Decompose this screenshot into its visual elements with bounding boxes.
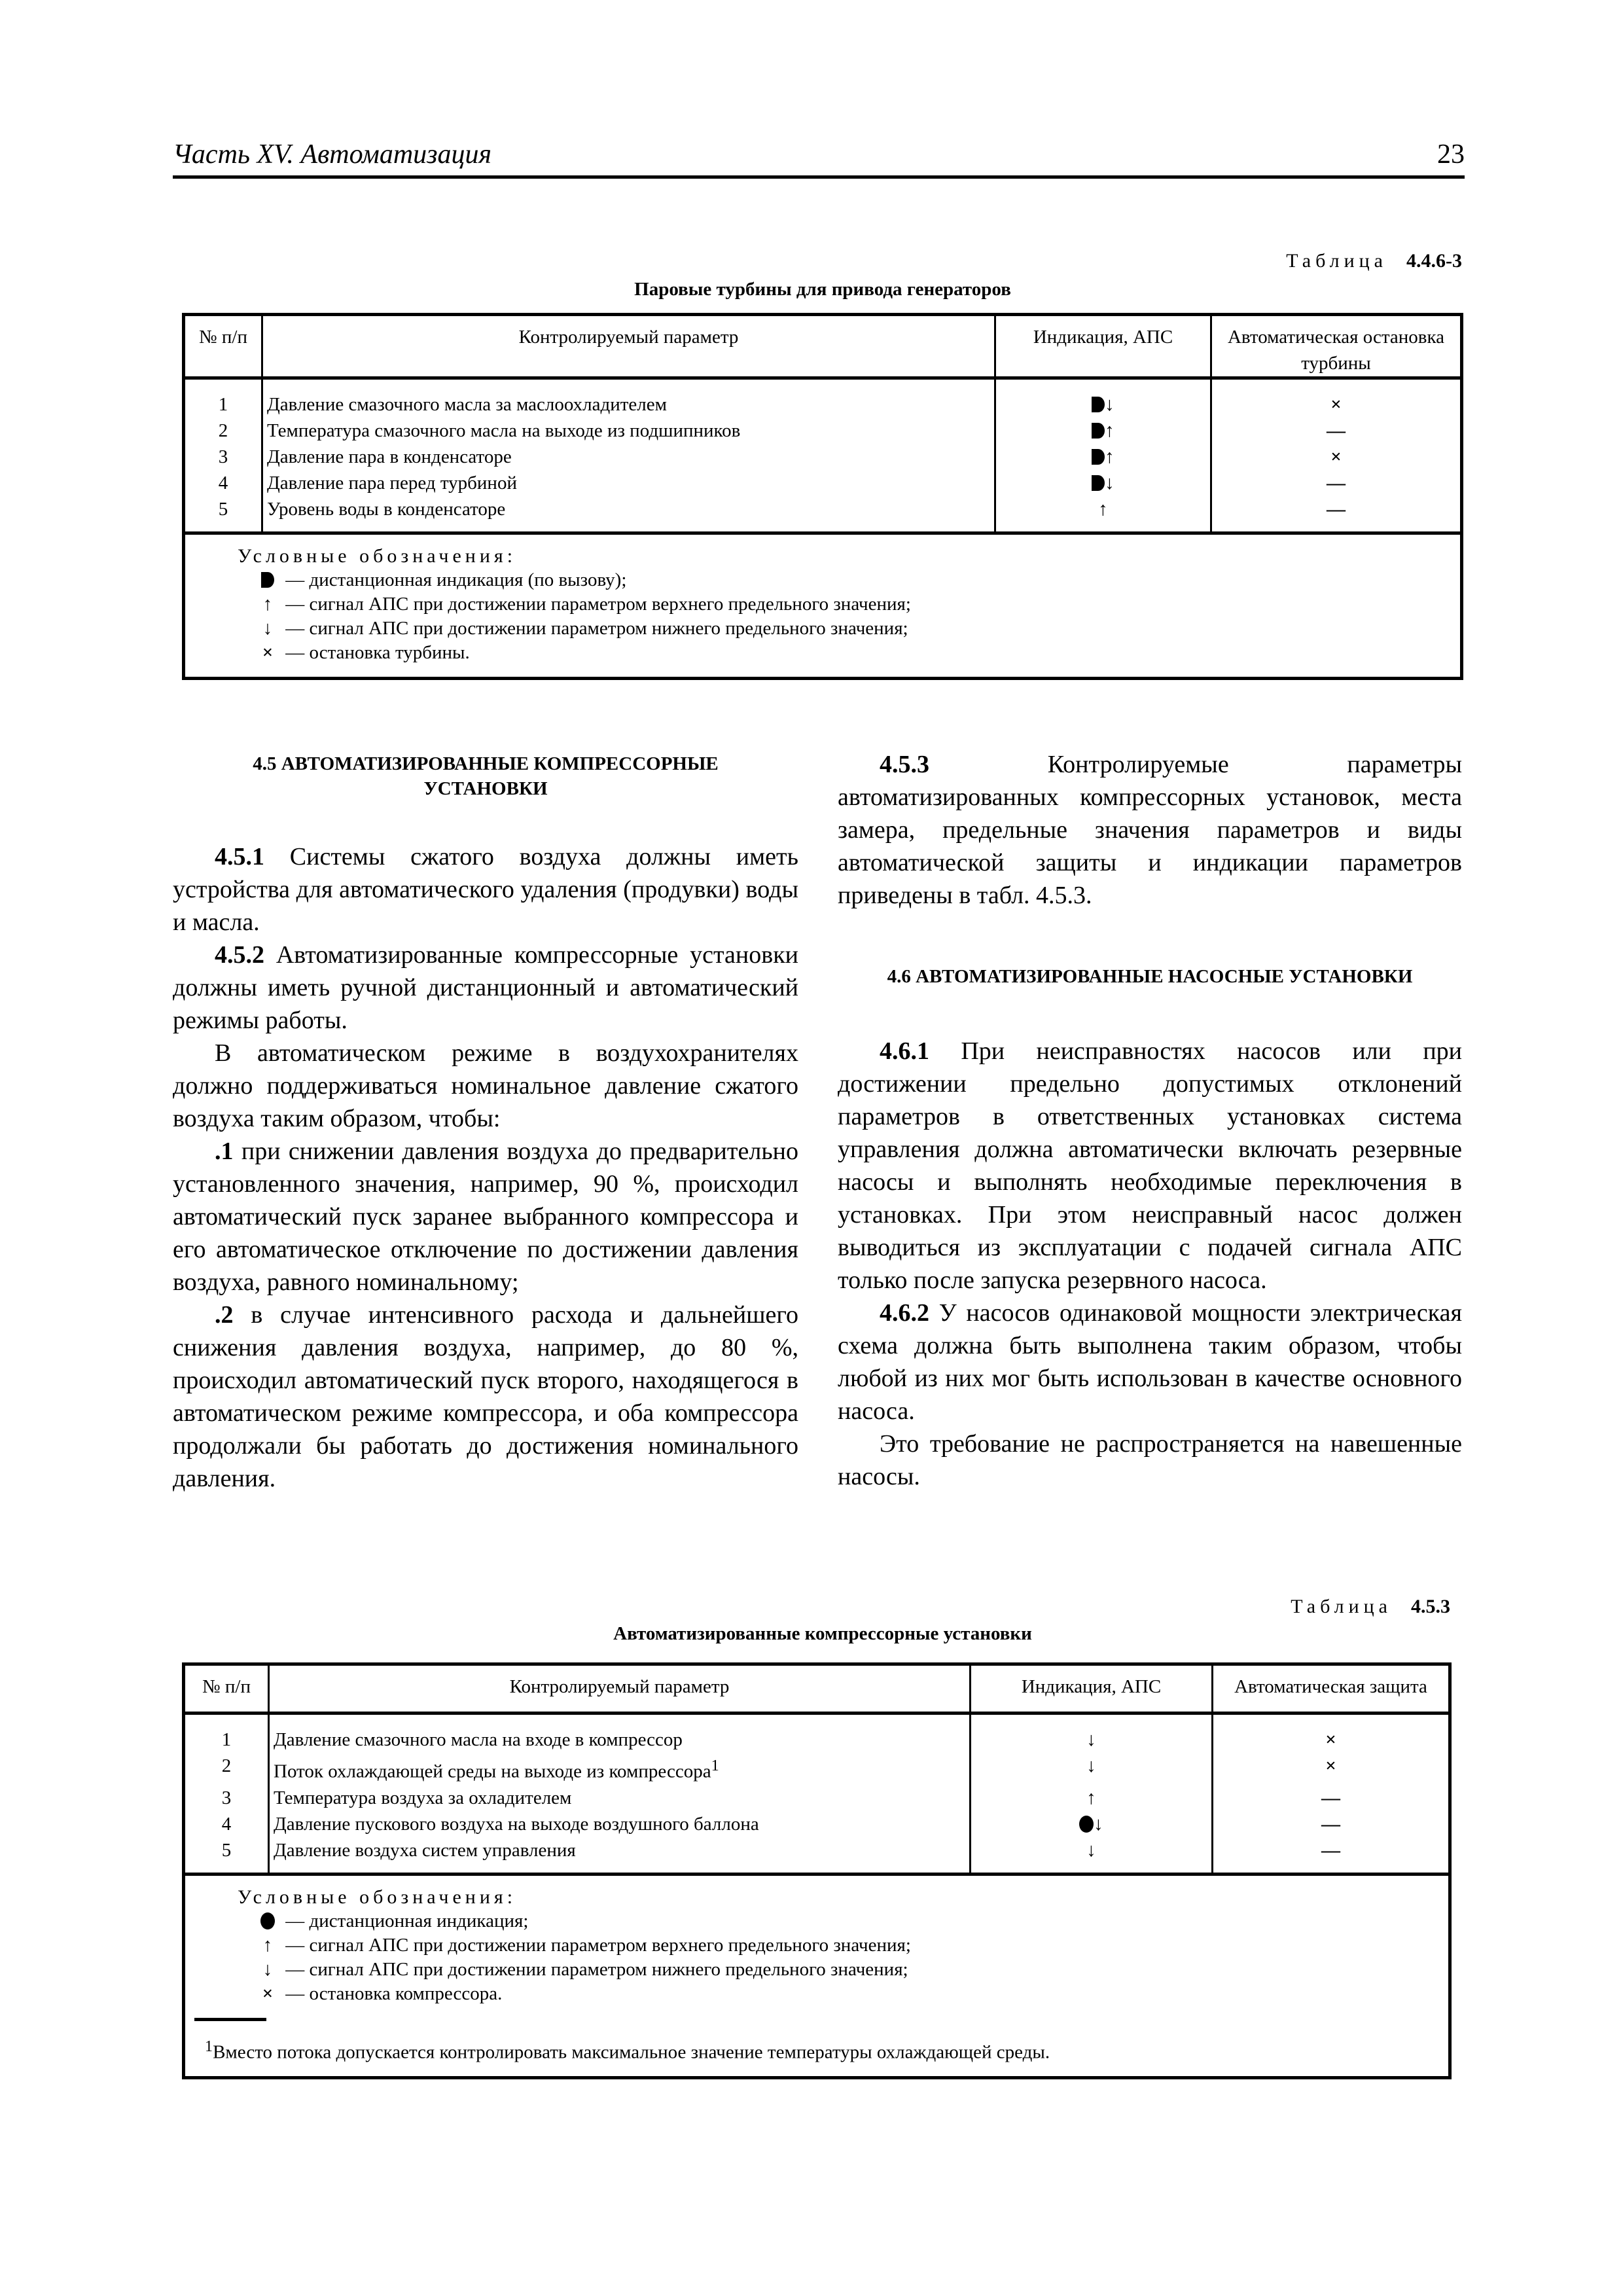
left-column xyxy=(173,751,798,1495)
row-parameter xyxy=(269,1811,971,1837)
paragraph-text: Контролируемые параметры автоматизированных компрессорных установок, места замера, предельные значения параметров и виды автоматической защиты и индикации параметров приведены в табл. 4.5.3. xyxy=(838,751,1462,909)
arrow-up-icon: ↑ xyxy=(1098,499,1108,520)
right-column xyxy=(838,748,1462,1493)
table-row xyxy=(184,496,1462,533)
table-row xyxy=(184,378,1462,418)
dash-icon: — xyxy=(1211,496,1462,533)
paragraph-number: 4.5.1 xyxy=(215,843,264,870)
arrow-up-icon: ↑ xyxy=(1105,446,1115,467)
arrow-down-icon: ↓ xyxy=(1094,1813,1103,1835)
legend-item xyxy=(238,1982,1396,2006)
remote-indication-icon xyxy=(1092,475,1105,491)
arrow-down-icon: ↓ xyxy=(1086,1839,1096,1861)
legend-row xyxy=(184,533,1462,679)
paragraph-text: при снижении давления воздуха до предварительно установленного значения, например, 90 %, происходил автоматический пуск заранее выбранного компрессора и его автоматическое отключение по достижении давления воздуха, равного номинальному; xyxy=(173,1138,798,1296)
paragraph xyxy=(173,1299,798,1495)
paragraph-number: 4.5.3 xyxy=(880,751,929,778)
table-row xyxy=(184,1837,1450,1874)
col-header-indication: Индикация, АПС xyxy=(995,315,1211,378)
paragraph xyxy=(173,1037,798,1135)
table2-caption xyxy=(1291,1596,1450,1618)
legend-text: — остановка турбины. xyxy=(285,642,470,663)
col-header-parameter: Контролируемый параметр xyxy=(269,1664,971,1713)
stop-cross-icon: × xyxy=(1211,444,1462,470)
parameter-text: Давление смазочного масла на входе в компрессор xyxy=(274,1729,683,1750)
caption-number: 4.5.3 xyxy=(1411,1596,1450,1617)
dash-icon: — xyxy=(1213,1811,1450,1837)
legend-text: — остановка компрессора. xyxy=(285,1982,503,2004)
paragraph-text: При неисправностях насосов или при достижении предельно допустимых отклонений параметров в ответственных установках система управления должна автоматически включать резервные насосы и выполнять необходимые переключения в установках. При этом неисправный насос должен выводиться из эксплуатации с подачей сигнала АПС только после запуска резервного насоса. xyxy=(838,1037,1462,1294)
arrow-up-icon: ↑ xyxy=(1086,1787,1096,1808)
row-number: 3 xyxy=(184,1785,269,1811)
arrow-down-icon: ↓ xyxy=(1105,394,1115,415)
remote-indication-icon xyxy=(1092,397,1105,412)
paragraph-number: 4.5.2 xyxy=(215,941,264,969)
parameter-text: Давление пускового воздуха на выходе воздушного баллона xyxy=(274,1813,759,1835)
stop-cross-icon: × xyxy=(1213,1753,1450,1785)
row-parameter xyxy=(262,470,995,496)
footnote-text: Вместо потока допускается контролировать максимальное значение температуры охлаждающей среды. xyxy=(213,2041,1050,2063)
parameter-text: Температура смазочного масла на выходе из подшипников xyxy=(267,420,741,441)
paragraph xyxy=(173,840,798,939)
paragraph xyxy=(838,1427,1462,1493)
row-parameter xyxy=(262,496,995,533)
legend-text: — сигнал АПС при достижении параметром нижнего предельного значения; xyxy=(285,1958,908,1980)
table-row xyxy=(184,1713,1450,1753)
row-indication xyxy=(995,378,1211,418)
row-indication xyxy=(971,1753,1213,1785)
remote-indication-icon xyxy=(1092,449,1105,465)
arrow-up-icon: ↑ xyxy=(262,1934,273,1956)
table1-title: Паровые турбины для привода генераторов xyxy=(634,279,1011,300)
stop-cross-icon: × xyxy=(262,642,274,663)
caption-number: 4.4.6-3 xyxy=(1406,250,1462,272)
row-number: 2 xyxy=(184,1753,269,1785)
parameter-text: Температура воздуха за охладителем xyxy=(274,1787,572,1808)
table2-title: Автоматизированные компрессорные установки xyxy=(613,1623,1032,1644)
legend-item xyxy=(238,592,1408,617)
section-heading-4-5: 4.5 АВТОМАТИЗИРОВАННЫЕ КОМПРЕССОРНЫЕ УСТАНОВКИ xyxy=(253,753,719,799)
paragraph-number: 4.6.1 xyxy=(880,1037,929,1065)
dash-icon: — xyxy=(1211,470,1462,496)
row-indication xyxy=(995,444,1211,470)
row-parameter xyxy=(269,1753,971,1785)
header-rule xyxy=(173,175,1465,179)
row-parameter xyxy=(269,1837,971,1874)
legend-text: — сигнал АПС при достижении параметром верхнего предельного значения; xyxy=(285,1934,911,1956)
remote-indication-icon xyxy=(260,1912,275,1929)
parameter-text: Давление пара перед турбиной xyxy=(267,473,517,493)
row-number: 2 xyxy=(184,418,262,444)
row-parameter xyxy=(262,378,995,418)
legend-item xyxy=(238,1958,1396,1982)
arrow-down-icon: ↓ xyxy=(1086,1755,1096,1776)
paragraph xyxy=(173,939,798,1037)
paragraph-number: 4.6.2 xyxy=(880,1299,929,1327)
paragraph-text: в случае интенсивного расхода и дальнейшего снижения давления воздуха, например, до 80 %, происходил автоматический пуск второго, находящегося в автоматическом режиме компрессора, и оба компрессора продолжали бы работать до достижения номинального давления. xyxy=(173,1301,798,1492)
dash-icon: — xyxy=(1211,418,1462,444)
table2 xyxy=(182,1662,1452,2079)
row-indication xyxy=(995,496,1211,533)
paragraph xyxy=(838,1297,1462,1427)
section-heading-4-6: 4.6 АВТОМАТИЗИРОВАННЫЕ НАСОСНЫЕ УСТАНОВКИ xyxy=(887,966,1413,987)
table-row xyxy=(184,1811,1450,1837)
parameter-text: Уровень воды в конденсаторе xyxy=(267,499,506,520)
arrow-down-icon: ↓ xyxy=(262,1958,273,1980)
legend-text: — дистанционная индикация (по вызову); xyxy=(285,569,627,590)
legend-item xyxy=(238,617,1408,641)
footnote-ref: 1 xyxy=(711,1757,719,1774)
row-indication xyxy=(971,1713,1213,1753)
row-parameter xyxy=(269,1713,971,1753)
legend-text: — сигнал АПС при достижении параметром нижнего предельного значения; xyxy=(285,618,908,639)
table1-caption xyxy=(1286,250,1462,272)
paragraph-text: У насосов одинаковой мощности электрическая схема должна быть выполнена таким образом, чтобы любой из них мог быть использован в качестве основного насоса. xyxy=(838,1299,1462,1425)
parameter-text: Поток охлаждающей среды на выходе из компрессора xyxy=(274,1761,711,1782)
paragraph-text: Это требование не распространяется на навешенные насосы. xyxy=(838,1430,1462,1490)
footnote-rule xyxy=(194,2018,266,2021)
row-number: 3 xyxy=(184,444,262,470)
stop-cross-icon: × xyxy=(1211,378,1462,418)
stop-cross-icon: × xyxy=(262,1982,274,2004)
arrow-down-icon: ↓ xyxy=(1086,1729,1096,1750)
caption-word: Таблица xyxy=(1291,1596,1392,1617)
row-parameter xyxy=(262,444,995,470)
row-number: 4 xyxy=(184,1811,269,1837)
dash-icon: — xyxy=(1213,1785,1450,1811)
row-number: 1 xyxy=(184,1713,269,1753)
paragraph xyxy=(173,1135,798,1299)
legend-text: — сигнал АПС при достижении параметром верхнего предельного значения; xyxy=(285,594,911,615)
legend xyxy=(184,1874,1450,2078)
remote-indication-icon xyxy=(261,572,274,588)
paragraph-number: .1 xyxy=(215,1138,234,1165)
row-indication xyxy=(971,1785,1213,1811)
row-indication xyxy=(971,1837,1213,1874)
legend xyxy=(184,533,1462,679)
table-row xyxy=(184,1785,1450,1811)
row-number: 5 xyxy=(184,1837,269,1874)
table-row xyxy=(184,418,1462,444)
arrow-down-icon: ↓ xyxy=(1105,473,1115,493)
row-number: 1 xyxy=(184,378,262,418)
parameter-text: Давление смазочного масла за маслоохладителем xyxy=(267,394,667,415)
footnote xyxy=(205,2034,1396,2065)
table1 xyxy=(182,313,1463,680)
row-parameter xyxy=(262,418,995,444)
arrow-down-icon: ↓ xyxy=(262,618,273,639)
stop-cross-icon: × xyxy=(1213,1713,1450,1753)
legend-row xyxy=(184,1874,1450,2078)
paragraph-4-5-3 xyxy=(838,748,1462,912)
row-parameter xyxy=(269,1785,971,1811)
table-row xyxy=(184,1753,1450,1785)
paragraph-text: Автоматизированные компрессорные установки должны иметь ручной дистанционный и автоматический режимы работы. xyxy=(173,941,798,1034)
paragraph-number: .2 xyxy=(215,1301,234,1329)
legend-item xyxy=(238,568,1408,592)
row-number: 4 xyxy=(184,470,262,496)
legend-item xyxy=(238,1933,1396,1958)
remote-indication-icon xyxy=(1079,1816,1094,1833)
arrow-up-icon: ↑ xyxy=(262,594,273,615)
arrow-up-icon: ↑ xyxy=(1105,420,1115,441)
table-row xyxy=(184,444,1462,470)
col-header-number: № п/п xyxy=(184,315,262,378)
col-header-parameter: Контролируемый параметр xyxy=(262,315,995,378)
parameter-text: Давление воздуха систем управления xyxy=(274,1839,576,1861)
parameter-text: Давление пара в конденсаторе xyxy=(267,446,512,467)
table-row xyxy=(184,470,1462,496)
col-header-number: № п/п xyxy=(184,1664,269,1713)
legend-item xyxy=(238,1909,1396,1933)
row-indication xyxy=(995,418,1211,444)
col-header-indication: Индикация, АПС xyxy=(971,1664,1213,1713)
paragraph-text: В автоматическом режиме в воздухохранителях должно поддерживаться номинальное давление сжатого воздуха таким образом, чтобы: xyxy=(173,1039,798,1132)
remote-indication-icon xyxy=(1092,423,1105,439)
legend-title: Условные обозначения: xyxy=(238,1886,517,1908)
legend-title: Условные обозначения: xyxy=(238,545,517,567)
paragraph-text: Системы сжатого воздуха должны иметь устройства для автоматического удаления (продувки) воды и масла. xyxy=(173,843,798,936)
row-indication xyxy=(971,1811,1213,1837)
dash-icon: — xyxy=(1213,1837,1450,1874)
col-header-shutdown: Автоматическая остановка турбины xyxy=(1211,315,1462,378)
legend-item xyxy=(238,641,1408,665)
running-header-title: Часть XV. Автоматизация xyxy=(173,139,492,170)
page-number: 23 xyxy=(1437,139,1465,170)
caption-word: Таблица xyxy=(1286,250,1387,272)
legend-text: — дистанционная индикация; xyxy=(285,1910,529,1931)
row-number: 5 xyxy=(184,496,262,533)
col-header-protection: Автоматическая защита xyxy=(1213,1664,1450,1713)
footnote-mark: 1 xyxy=(205,2037,213,2055)
paragraph xyxy=(838,1035,1462,1297)
row-indication xyxy=(995,470,1211,496)
